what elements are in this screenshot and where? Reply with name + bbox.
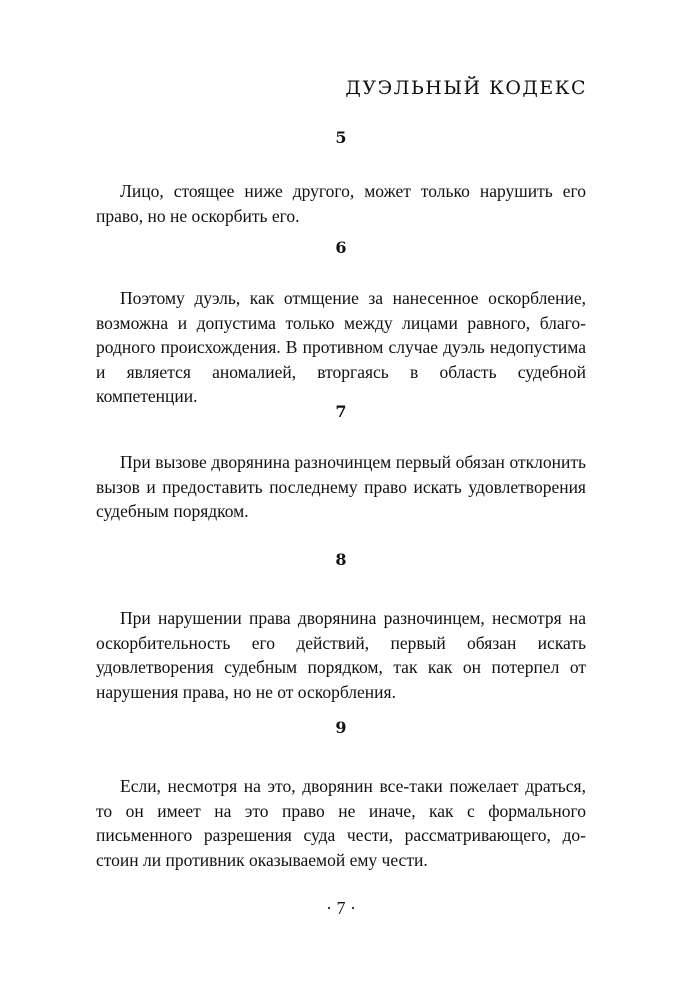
- article-text: При вызове дворянина разночинцем первый обязан отклонить вызов и предоставить последнему право искать удовлетворения судебным порядком.: [96, 452, 586, 521]
- page-number: · 7 ·: [326, 898, 356, 918]
- article-text: Поэтому дуэль, как отмщение за нанесенное оскорбление, возможна и допустима только между лицами равного, благородного происхождения. В противном случае дуэль недопустима и является аномалией, вторгаясь в область судебной компетенции.: [96, 288, 586, 406]
- article-text: При нарушении права дворянина разночинцем, несмотря на оскорбительность его действий, первый обязан искать удовлетворения судебным порядком, так как он потерпел от нарушения права, но не от оскорбления.: [96, 608, 586, 702]
- article-9: [96, 718, 586, 872]
- article-6: [96, 238, 586, 409]
- article-number: 6: [335, 238, 347, 257]
- article-7: [96, 402, 586, 524]
- article-number: 7: [335, 402, 347, 421]
- article-number: 9: [335, 718, 347, 737]
- article-8: [96, 550, 586, 704]
- article-text: Если, несмотря на это, дворянин все-таки пожелает драться, то он имеет на это право не иначе, как с формального письменного разрешения суда чести, рассматривающего, достоин ли противник оказываемой ему чести.: [96, 776, 586, 870]
- article-text: Лицо, стоящее ниже другого, может только нарушить его право, но не оскорбить его.: [96, 181, 586, 226]
- article-number: 5: [335, 128, 347, 147]
- article-number: 8: [335, 550, 347, 569]
- running-head: ДУЭЛЬНЫЙ КОДЕКС: [345, 77, 587, 99]
- article-5: [96, 128, 586, 228]
